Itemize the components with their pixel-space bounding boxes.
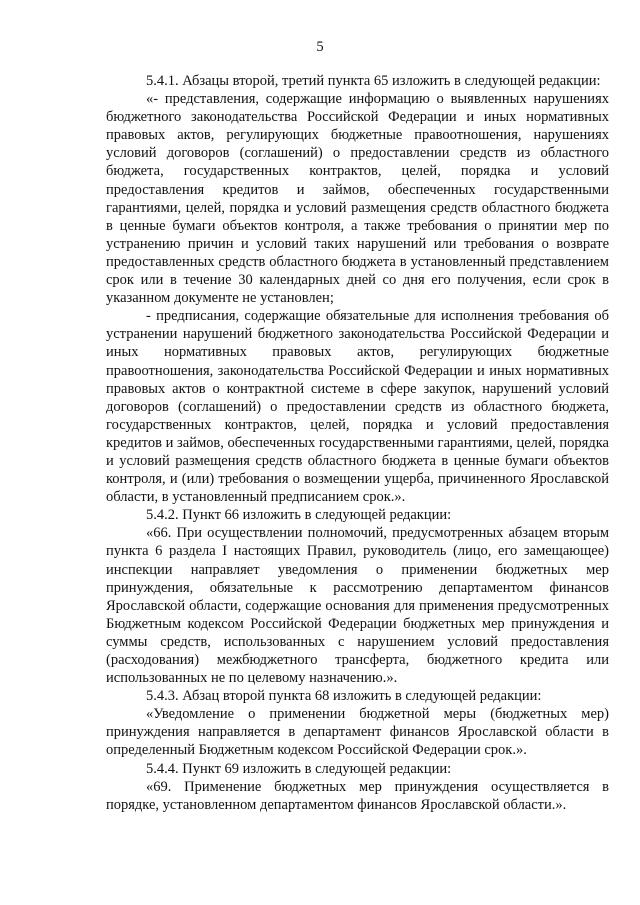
paragraph-representations: «- представления, содержащие информацию о выявленных нарушениях бюджетного законодательства Российской Федерации и иных нормативных правовых актов, регулирующих бюджетные правоотношения, нарушениях условий договоров (соглашений) о предоставлении средств из областного бюджета, государственных контрактов, целей, порядка и условий предоставления кредитов и займов, обеспеченных государственными гарантиями, целей, порядка и условий размещения средств областного бюджета в ценные бумаги объектов контроля, а также требования о принятии мер по устранению причин и условий таких нарушений или требования о возврате предоставленных средств областного бюджета в установленный представлением срок или в течение 30 календарных дней со дня его получения, если срок в указанном документе не установлен; [106, 91, 609, 307]
paragraph-5-4-3-heading: 5.4.3. Абзац второй пункта 68 изложить в следующей редакции: [146, 688, 542, 705]
paragraph-notification: «Уведомление о применении бюджетной меры (бюджетных мер) принуждения направляется в департамент финансов Ярославской области в определенный Бюджетным кодексом Российской Федерации срок.». [106, 706, 609, 759]
paragraph-5-4-4-heading: 5.4.4. Пункт 69 изложить в следующей редакции: [146, 760, 452, 777]
page-number: 5 [316, 39, 324, 55]
paragraph-item-69: «69. Применение бюджетных мер принуждения осуществляется в порядке, установленном департаментом финансов Ярославской области.». [106, 778, 609, 813]
paragraph-5-4-1-heading: 5.4.1. Абзацы второй, третий пункта 65 изложить в следующей редакции: [146, 73, 601, 89]
paragraph-prescriptions: - предписания, содержащие обязательные для исполнения требования об устранении нарушений бюджетного законодательства Российской Федерации и иных нормативных правовых актов, регулирующих бюджетные правоотношения, законодательства Российской Федерации и иных нормативных правовых актов о контрактной системе в сфере закупок, нарушений условий договоров (соглашений) о предоставлении средств из областного бюджета, государственных контрактов, целей, порядка и условий предоставления кредитов и займов, обеспеченных государственными гарантиями, целей, порядка и условий размещения средств областного бюджета в ценные бумаги объектов контроля, и (или) требования о возмещении ущерба, причиненного Ярославской области, в установленный предписанием срок.». [106, 308, 609, 506]
paragraph-item-66: «66. При осуществлении полномочий, предусмотренных абзацем вторым пункта 6 раздела I настоящих Правил, руководитель (лицо, его замещающее) инспекции направляет уведомления о применении бюджетных мер принуждения, обязательные к рассмотрению департаментом финансов Ярославской области, содержащие основания для применения предусмотренных Бюджетным кодексом Российской Федерации бюджетных мер принуждения и суммы средств, использованных с нарушением условий предоставления (расходования) межбюджетного трансферта, бюджетного кредита или использованных не по целевому назначению.». [106, 525, 609, 687]
paragraph-5-4-2-heading: 5.4.2. Пункт 66 изложить в следующей редакции: [146, 507, 452, 524]
document-body [106, 72, 609, 814]
